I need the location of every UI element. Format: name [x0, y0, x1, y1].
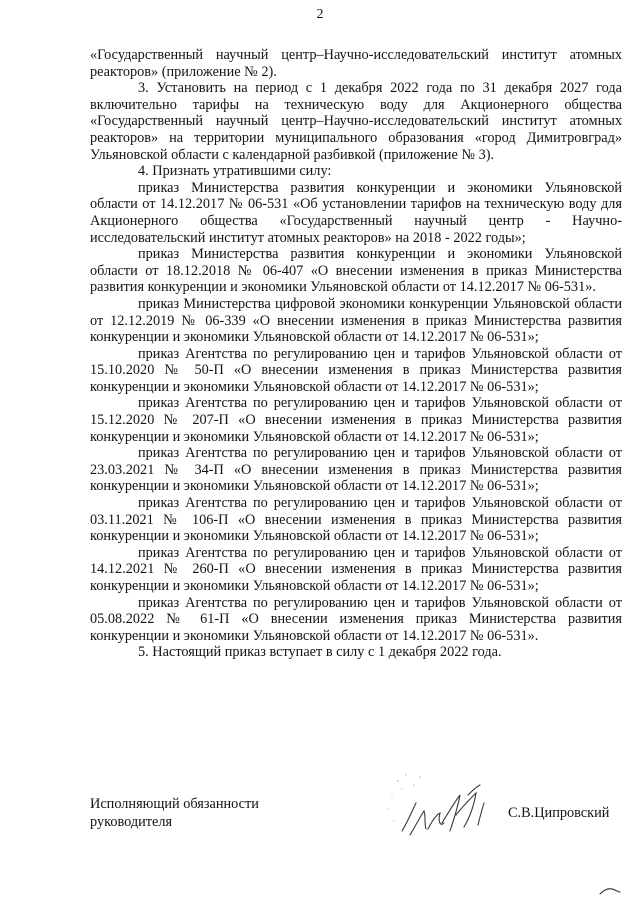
handwritten-signature: [380, 765, 510, 845]
document-body: [90, 47, 622, 661]
paragraph-item-5: 5. Настоящий приказ вступает в силу с 1 декабря 2022 года.: [138, 644, 502, 661]
signatory-position-line-1: Исполняющий обязанности: [90, 796, 259, 812]
page-number: 2: [316, 7, 324, 22]
paragraph-item-3: 3. Установить на период с 1 декабря 2022 года по 31 декабря 2027 года включительно тарифы на техническую воду для Акционерного общества «Государственный научный центр–Научно-исследовательский институт атомных реакторов» на территории муниципального образования «город Димитровград» Ульяновской области с календарной разбивкой (приложение № 3).: [90, 80, 622, 163]
revoked-order-2: приказ Министерства развития конкуренции и экономики Ульяновской области от 18.12.2018 № 06-407 «О внесении изменения в приказ Министерства развития конкуренции и экономики Ульяновской области от 14.12.2017 № 06-531».: [90, 246, 622, 296]
revoked-order-8: приказ Агентства по регулированию цен и тарифов Ульяновской области от 14.12.2021 № 260-П «О внесении изменения в приказ Министерства развития конкуренции и экономики Ульяновской области от 14.12.2017 № 06-531»;: [90, 544, 622, 594]
revoked-order-3: приказ Министерства цифровой экономики конкуренции Ульяновской области от 12.12.2019 № 06-339 «О внесении изменения в приказ Министерства развития конкуренции и экономики Ульяновской области от 14.12.2017 № 06-531»;: [90, 295, 622, 346]
revoked-order-9: приказ Агентства по регулированию цен и тарифов Ульяновской области от 05.08.2022 № 61-П «О внесении изменения приказ Министерства развития конкуренции и экономики Ульяновской области от 14.12.2017 № 06-531».: [90, 594, 622, 644]
signatory-position-line-2: руководителя: [90, 814, 173, 831]
signatory-name: С.В.Ципровский: [508, 805, 610, 821]
paragraph-item-4: 4. Признать утратившими силу:: [138, 163, 332, 180]
revoked-order-7: приказ Агентства по регулированию цен и тарифов Ульяновской области от 03.11.2021 № 106-П «О внесении изменения в приказ Министерства развития конкуренции и экономики Ульяновской области от 14.12.2017 № 06-531»;: [90, 495, 622, 545]
revoked-order-5: приказ Агентства по регулированию цен и тарифов Ульяновской области от 15.12.2020 № 207-П «О внесении изменения в приказ Министерства развития конкуренции и экономики Ульяновской области от 14.12.2017 № 06-531»;: [90, 395, 622, 445]
paragraph-continuation: «Государственный научный центр–Научно-исследовательский институт атомных реакторов» (приложение № 2).: [90, 47, 622, 80]
revoked-order-4: приказ Агентства по регулированию цен и тарифов Ульяновской области от 15.10.2020 № 50-П «О внесении изменения в приказ Министерства развития конкуренции и экономики Ульяновской области от 14.12.2017 № 06-531»;: [90, 345, 622, 395]
signatory-position: [90, 795, 259, 832]
corner-mark: [598, 880, 622, 900]
revoked-order-6: приказ Агентства по регулированию цен и тарифов Ульяновской области от 23.03.2021 № 34-П «О внесении изменения в приказ Министерства развития конкуренции и экономики Ульяновской области от 14.12.2017 № 06-531»;: [90, 445, 622, 495]
revoked-order-1: приказ Министерства развития конкуренции и экономики Ульяновской области от 14.12.2017 № 06-531 «Об установлении тарифов на техническую воду для Акционерного общества «Государственный научный центр - Научно-исследовательский институт атомных реакторов» на 2018 - 2022 годы»;: [90, 179, 622, 246]
